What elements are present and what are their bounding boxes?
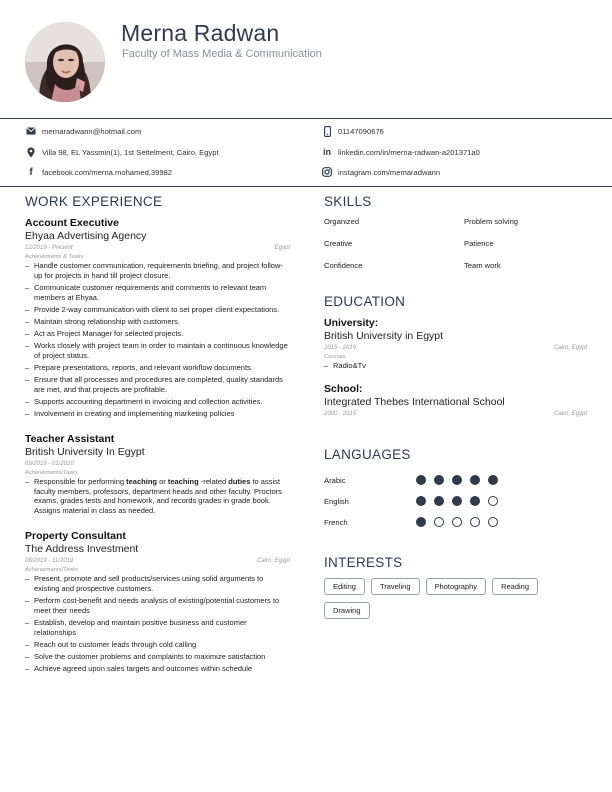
language-row bbox=[324, 512, 589, 533]
bullet-item: – Present, promote and sell products/services using solid arguments to existing and prospective customers. bbox=[25, 574, 290, 594]
interest-tag: Reading bbox=[492, 578, 538, 595]
education-institution: Integrated Thebes International School bbox=[324, 395, 505, 408]
envelope-icon bbox=[25, 125, 37, 137]
job-role: Teacher Assistant bbox=[25, 432, 115, 445]
language-row bbox=[324, 470, 589, 491]
level-dot-filled bbox=[452, 475, 462, 485]
facebook-icon: f bbox=[29, 166, 33, 178]
contact-instagram[interactable] bbox=[321, 166, 440, 178]
languages-list bbox=[324, 470, 589, 533]
interest-tag: Editing bbox=[324, 578, 365, 595]
job-dates: 12/2019 - Present bbox=[25, 245, 73, 251]
interest-tag: Drawing bbox=[324, 602, 370, 619]
language-name: Arabic bbox=[324, 475, 346, 485]
level-dot-filled bbox=[470, 475, 480, 485]
section-title-interests: INTERESTS bbox=[324, 554, 403, 570]
skill-item: Creative bbox=[324, 239, 353, 248]
job-meta bbox=[25, 461, 290, 467]
job-bullets bbox=[25, 574, 290, 674]
level-dot-filled bbox=[416, 496, 426, 506]
job-bullets bbox=[25, 477, 290, 516]
right-column bbox=[324, 194, 589, 619]
bullet-item: – Provide 2-way communication with client to set proper client expectations. bbox=[25, 305, 290, 315]
linkedin-text: linkedin.com/in/merna-radwan-a201371a0 bbox=[338, 147, 480, 157]
job-location: Egypt bbox=[274, 245, 290, 251]
contact-address bbox=[25, 146, 219, 158]
language-name: French bbox=[324, 517, 348, 527]
full-name: Merna Radwan bbox=[121, 20, 280, 46]
education-location: Cairo, Egypt bbox=[553, 410, 587, 417]
bullet-item: – Achieve agreed upon sales targets and outcomes within schedule bbox=[25, 664, 290, 674]
skill-item: Problem solving bbox=[464, 217, 519, 226]
education-dates: 2015 - 2019 bbox=[324, 345, 357, 351]
education-dates: 2000 - 2015 bbox=[324, 410, 357, 417]
instagram-text: instagram.com/memaradwann bbox=[338, 167, 441, 177]
skill-item: Patience bbox=[464, 239, 494, 248]
contact-linkedin[interactable] bbox=[321, 146, 480, 158]
language-level bbox=[416, 496, 498, 506]
education-label: School: bbox=[324, 382, 363, 395]
level-dot-empty bbox=[488, 517, 498, 527]
bullet-item: – Ensure that all processes and procedures are completed, quality standards are met, and that projects are profitable. bbox=[25, 375, 290, 395]
job-entry bbox=[25, 217, 290, 419]
section-title-languages: LANGUAGES bbox=[324, 446, 411, 462]
education-institution: British University in Egypt bbox=[324, 330, 444, 342]
work-experience-section bbox=[25, 194, 290, 688]
section-title-skills: SKILLS bbox=[324, 194, 372, 209]
email-text: mernaradwann@hotmail.com bbox=[42, 126, 142, 136]
address-text: Villa 98, EL Yassmin(1), 1st Settelment, Cairo, Egypt bbox=[42, 147, 219, 157]
phone-text: 01147090676 bbox=[338, 126, 384, 136]
job-bullets bbox=[25, 261, 290, 419]
section-title-work: WORK EXPERIENCE bbox=[25, 194, 163, 209]
contact-phone[interactable] bbox=[321, 125, 384, 137]
location-pin-icon bbox=[25, 146, 37, 158]
education-location: Cairo, Egypt bbox=[553, 345, 587, 351]
level-dot-filled bbox=[434, 475, 444, 485]
achievements-label: Achievements/Tasks bbox=[25, 469, 78, 476]
bullet-item: – Maintain strong relationship with customers. bbox=[25, 317, 290, 327]
bullet-item: – Involvement in creating and implementing marketing policies bbox=[25, 409, 290, 419]
headline: Faculty of Mass Media & Communication bbox=[122, 48, 322, 60]
interest-tag: Photography bbox=[426, 578, 487, 595]
courses-list bbox=[324, 361, 589, 371]
job-entry bbox=[25, 530, 290, 674]
job-location: Cairo, Egypt bbox=[256, 558, 290, 565]
profile-photo bbox=[25, 22, 105, 102]
job-meta bbox=[25, 245, 290, 251]
level-dot-empty bbox=[452, 517, 462, 527]
language-level bbox=[416, 517, 498, 527]
bullet-item: – Solve the customer problems and complaints to maximize satisfaction bbox=[25, 652, 290, 662]
job-company: The Address Investment bbox=[25, 543, 139, 556]
level-dot-empty bbox=[434, 517, 444, 527]
course-item: – Radio&Tv bbox=[324, 361, 589, 371]
job-role: Property Consultant bbox=[25, 530, 126, 543]
job-entry bbox=[25, 433, 290, 516]
level-dot-empty bbox=[488, 496, 498, 506]
education-meta bbox=[324, 345, 587, 351]
section-title-education: EDUCATION bbox=[324, 294, 406, 309]
job-role: Account Executive bbox=[25, 217, 119, 229]
courses-label: Courses bbox=[324, 354, 346, 360]
bullet-item: – Responsible for performing teaching or teaching -related duties to assist faculty members, professors, department heads and other faculty. Proctors exams, grades tests and homework, and records grades in grade book. Assigns material in class as needed. bbox=[25, 477, 290, 516]
level-dot-filled bbox=[434, 496, 444, 506]
contact-facebook[interactable] bbox=[25, 166, 172, 178]
level-dot-filled bbox=[416, 475, 426, 485]
job-dates: 08/2019 - 11/2019 bbox=[25, 558, 74, 565]
level-dot-filled bbox=[488, 475, 498, 485]
job-dates: 09/2019 - 01/2020 bbox=[25, 460, 74, 467]
contacts-divider bbox=[0, 186, 612, 187]
education-meta bbox=[324, 411, 587, 417]
resume-header bbox=[0, 0, 612, 118]
linkedin-icon: in bbox=[323, 147, 331, 157]
level-dot-empty bbox=[470, 517, 480, 527]
achievements-label: Achievements & Tasks bbox=[25, 254, 84, 260]
level-dot-filled bbox=[470, 496, 480, 506]
phone-icon bbox=[321, 125, 333, 137]
job-company: British University In Egypt bbox=[25, 445, 145, 458]
contact-info bbox=[0, 119, 612, 185]
language-name: English bbox=[324, 496, 349, 506]
bullet-item: – Works closely with project team in order to maintain a continuous knowledge of project status. bbox=[25, 341, 290, 361]
job-meta bbox=[25, 558, 290, 564]
skills-list bbox=[324, 217, 589, 270]
bullet-item: – Reach out to customer leads through cold calling bbox=[25, 640, 290, 650]
instagram-icon bbox=[321, 166, 333, 178]
interest-tag: Traveling bbox=[371, 578, 420, 595]
education-entry bbox=[324, 383, 589, 417]
language-level bbox=[416, 475, 498, 485]
bullet-item: – Establish, develop and maintain positive business and customer relationships bbox=[25, 618, 290, 638]
achievements-label: Achievements/Tasks bbox=[25, 567, 78, 574]
skill-item: Organized bbox=[324, 217, 360, 226]
skill-item: Confidence bbox=[324, 261, 363, 270]
skill-item: Team work bbox=[464, 261, 501, 270]
bullet-item: – Handle customer communication, requirements briefing, and project follow-up for projects in hand till project closure. bbox=[25, 261, 290, 281]
language-row bbox=[324, 491, 589, 512]
interests-list bbox=[324, 578, 584, 619]
bullet-item: – Prepare presentations, reports, and relevant workflow documents. bbox=[25, 363, 290, 373]
bullet-item: – Perform cost-benefit and needs analysis of existing/potential customers to meet their needs bbox=[25, 596, 290, 616]
contact-email[interactable] bbox=[25, 125, 141, 137]
education-entry bbox=[324, 317, 589, 371]
facebook-text: facebook.com/merna.mohamed.39982 bbox=[42, 167, 173, 177]
level-dot-filled bbox=[452, 496, 462, 506]
job-company: Ehyaa Advertising Agency bbox=[25, 230, 147, 242]
education-label: University: bbox=[324, 317, 379, 329]
bullet-item: – Act as Project Manager for selected projects. bbox=[25, 329, 290, 339]
level-dot-filled bbox=[416, 517, 426, 527]
bullet-item: – Supports accounting department in invoicing and collection activities. bbox=[25, 397, 290, 407]
bullet-item: – Communicate customer requirements and comments to relevant team members at Ehyaa. bbox=[25, 283, 290, 303]
